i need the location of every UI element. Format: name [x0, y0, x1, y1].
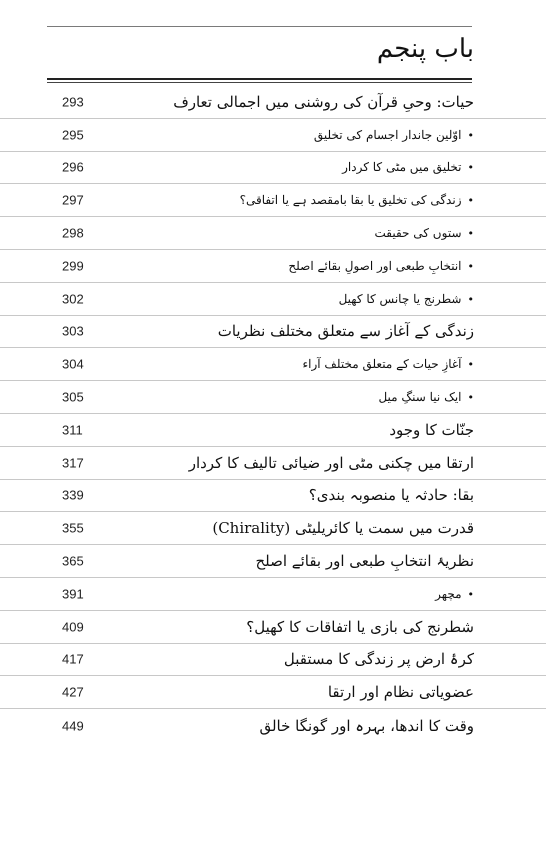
toc-subentry [339, 292, 474, 306]
toc-heading [389, 421, 474, 439]
toc-subentry [240, 193, 474, 207]
toc-entry-title: آغازِ حیات کے متعلق مختلف آراء [302, 357, 462, 372]
toc-entry [0, 611, 546, 644]
toc-heading [173, 93, 474, 111]
toc-page-number: 303 [62, 323, 84, 339]
bullet-icon: • [467, 194, 474, 208]
toc-entry-title: حیات: وحیِ قرآن کی روشنی میں اجمالی تعارف [173, 92, 474, 111]
toc-page-number: 311 [62, 422, 83, 438]
toc-page-number: 299 [62, 258, 84, 274]
toc-heading [255, 552, 474, 570]
toc-entry [0, 381, 546, 414]
toc-entry-title: نظریۂ انتخابِ طبعی اور بقائے اصلح [255, 552, 474, 571]
toc-page-number: 305 [62, 389, 84, 405]
toc-entry-title: جنّات کا وجود [389, 420, 474, 439]
toc-entry [0, 86, 546, 119]
toc-entry [0, 119, 546, 152]
toc-heading [189, 454, 474, 472]
toc-entry [0, 480, 546, 513]
toc-subentry [342, 160, 474, 174]
toc-heading [218, 322, 474, 340]
toc-entry [0, 447, 546, 480]
toc-page-number: 317 [62, 455, 84, 471]
toc-entry-title: شطرنج یا چانس کا کھیل [338, 291, 462, 306]
toc-page-number: 427 [62, 684, 84, 700]
toc-page-number: 449 [62, 718, 84, 734]
bullet-icon: • [467, 128, 474, 142]
toc-entry [0, 152, 546, 185]
toc-page-number: 391 [62, 586, 84, 602]
toc-entry-title: زندگی کے آغاز سے متعلق مختلف نظریات [217, 322, 474, 341]
toc-entry [0, 414, 546, 447]
toc-entry-title: مچھر [435, 586, 462, 601]
toc-subentry [378, 390, 474, 404]
toc-entry [0, 250, 546, 283]
toc-page-number: 355 [62, 520, 84, 536]
bullet-icon: • [467, 587, 474, 601]
toc-entry-title: انتخابِ طبعی اور اصولِ بقائے اصلح [288, 258, 462, 273]
bullet-icon: • [467, 292, 474, 306]
bullet-icon: • [467, 259, 474, 273]
toc-page-number: 339 [62, 487, 84, 503]
toc-page-number: 302 [62, 291, 84, 307]
toc-entry [0, 644, 546, 677]
top-divider [47, 26, 472, 27]
toc-entry-title: اوّلین جاندار اجسام کی تخلیق [313, 127, 462, 142]
toc-page-number: 304 [62, 356, 84, 372]
title-underline [47, 78, 472, 80]
toc-entry-title: بقا: حادثہ یا منصوبہ بندی؟ [308, 486, 474, 505]
bullet-icon: • [467, 161, 474, 175]
toc-subentry [314, 128, 474, 142]
toc-entry-title: تخلیق میں مٹی کا کردار [342, 160, 462, 175]
chapter-title: باب پنجم [376, 34, 474, 64]
toc-heading [309, 486, 474, 504]
toc-subentry [303, 357, 474, 371]
toc-entry [0, 184, 546, 217]
toc-entry [0, 578, 546, 611]
toc-entry [0, 348, 546, 381]
toc-subentry [435, 587, 474, 601]
toc-entry-title: کرۂ ارض پر زندگی کا مستقبل [283, 650, 474, 669]
toc-entry-title: ایک نیا سنگِ میل [378, 390, 462, 405]
toc-entry-title: عضویاتی نظام اور ارتقا [327, 683, 474, 702]
toc-entry [0, 217, 546, 250]
bullet-icon: • [467, 391, 474, 405]
toc-page-number: 417 [62, 651, 84, 667]
toc-page-number: 365 [62, 553, 84, 569]
toc-entry [0, 545, 546, 578]
title-underline-thin [47, 82, 472, 83]
bullet-icon: • [467, 227, 474, 241]
toc-heading [328, 683, 474, 701]
toc-page-number: 297 [62, 192, 84, 208]
table-of-contents [0, 86, 546, 742]
toc-page-number: 409 [62, 619, 84, 635]
toc-page-number: 296 [62, 159, 84, 175]
toc-entry [0, 709, 546, 742]
toc-page-number: 295 [62, 127, 84, 143]
toc-entry-title: ستوں کی حقیقت [374, 226, 462, 241]
toc-page-number: 293 [62, 94, 84, 110]
bullet-icon: • [467, 358, 474, 372]
toc-entry-title: وقت کا اندھا، بہرہ اور گونگا خالق [259, 716, 474, 735]
toc-entry [0, 512, 546, 545]
toc-entry [0, 676, 546, 709]
toc-entry-title: شطرنج کی بازی یا اتفاقات کا کھیل؟ [246, 617, 474, 636]
toc-heading [246, 618, 474, 636]
toc-entry [0, 316, 546, 349]
toc-entry-title: زندگی کی تخلیق یا بقا بامقصد ہے یا اتفاقی؟ [239, 193, 462, 208]
toc-heading [284, 650, 474, 668]
toc-entry [0, 283, 546, 316]
toc-entry-title: ارتقا میں چکنی مٹی اور ضیائی تالیف کا کردار [188, 453, 474, 472]
toc-entry-title: قدرت میں سمت یا کائریلیٹی (Chirality) [212, 519, 474, 538]
toc-page-number: 298 [62, 225, 84, 241]
toc-heading [259, 717, 474, 735]
toc-subentry [288, 259, 474, 273]
toc-heading [212, 519, 474, 537]
toc-subentry [375, 226, 475, 240]
